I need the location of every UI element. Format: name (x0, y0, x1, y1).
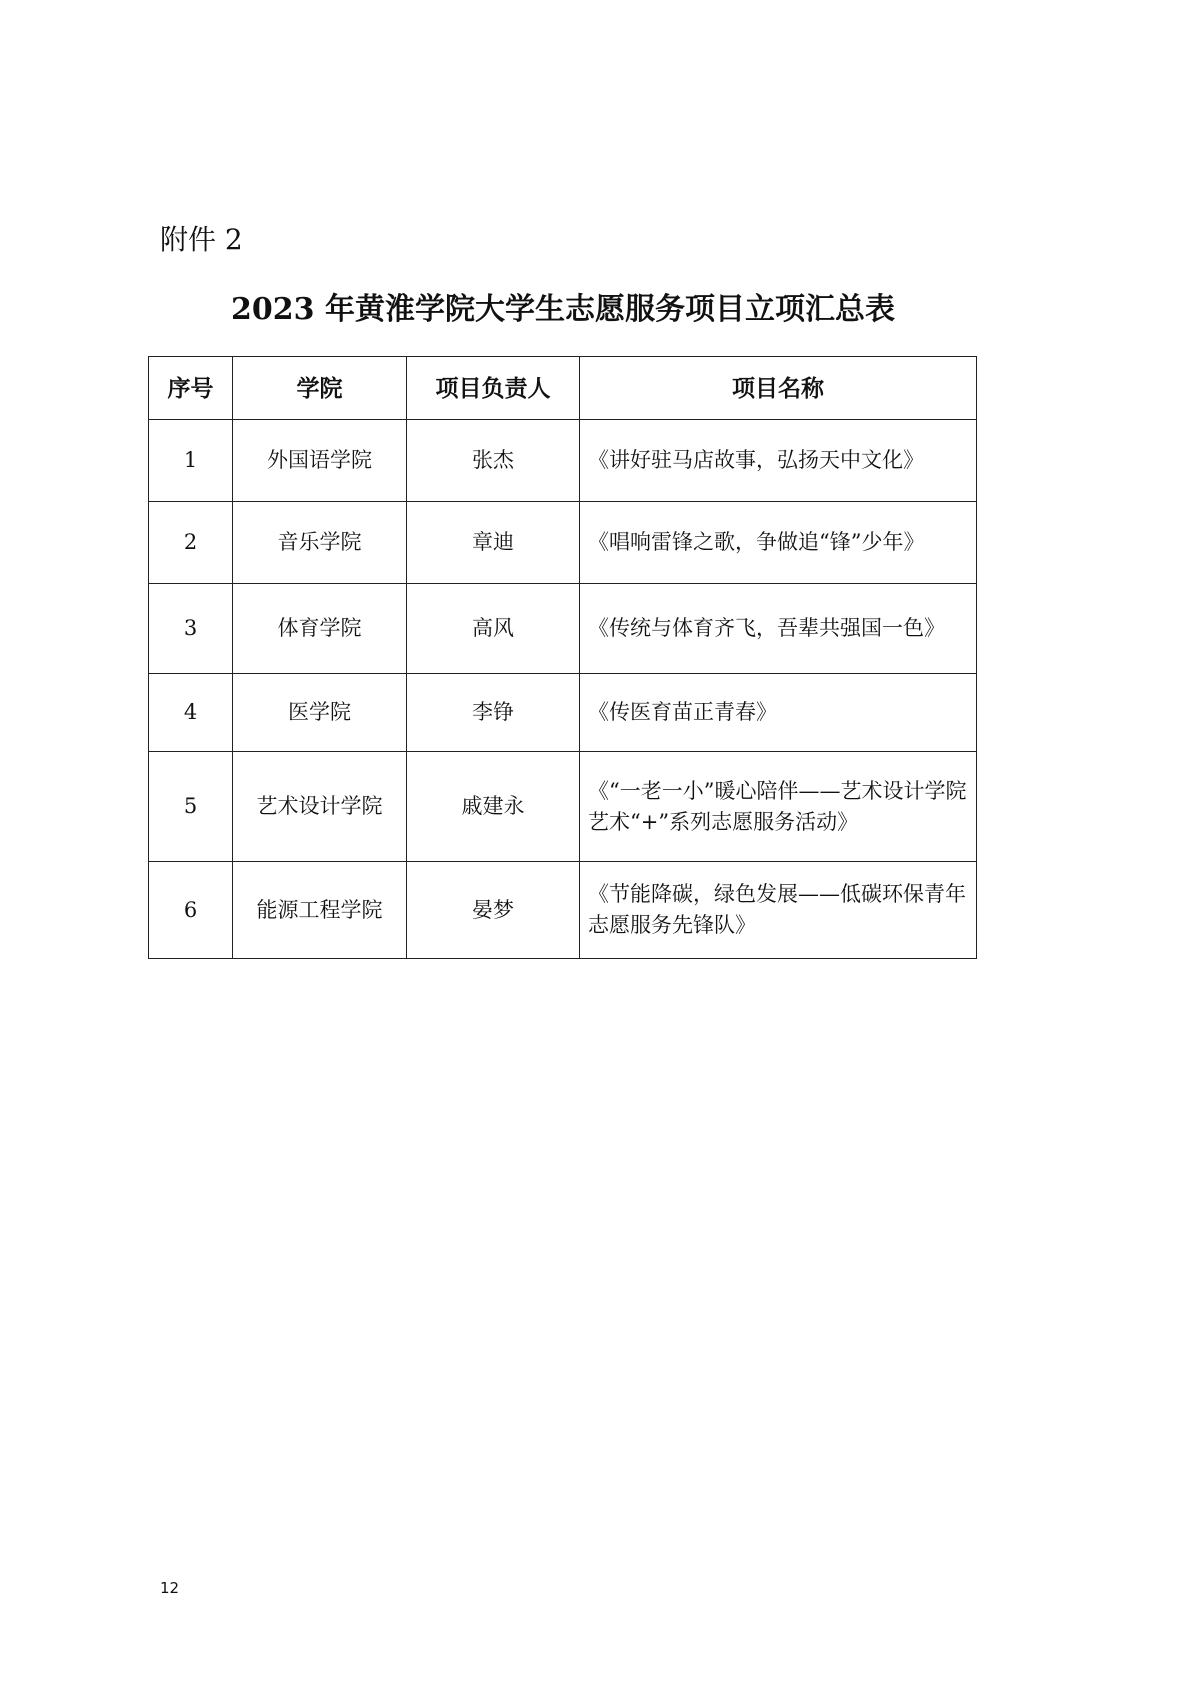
row-project: 《节能降碳，绿色发展——低碳环保青年志愿服务先锋队》 (580, 862, 977, 959)
page-number: 12 (160, 1579, 180, 1597)
row-college: 外国语学院 (233, 420, 407, 502)
row-college: 体育学院 (233, 584, 407, 674)
row-index: 6 (149, 862, 233, 959)
row-leader: 李铮 (407, 674, 580, 752)
table-row (149, 420, 977, 502)
document-title: 2023 年黄淮学院大学生志愿服务项目立项汇总表 (231, 292, 895, 327)
header-college: 学院 (233, 357, 407, 420)
header-project: 项目名称 (580, 357, 977, 420)
table-row (149, 752, 977, 862)
row-college: 医学院 (233, 674, 407, 752)
row-project: 《“一老一小”暖心陪伴——艺术设计学院艺术“+”系列志愿服务活动》 (580, 752, 977, 862)
row-leader: 高风 (407, 584, 580, 674)
row-project: 《传统与体育齐飞，吾辈共强国一色》 (580, 584, 977, 674)
row-index: 4 (149, 674, 233, 752)
row-index: 2 (149, 502, 233, 584)
row-leader: 张杰 (407, 420, 580, 502)
table-row (149, 584, 977, 674)
row-index: 1 (149, 420, 233, 502)
row-project: 《传医育苗正青春》 (580, 674, 977, 752)
row-project: 《讲好驻马店故事，弘扬天中文化》 (580, 420, 977, 502)
row-project: 《唱响雷锋之歌，争做追“锋”少年》 (580, 502, 977, 584)
row-index: 3 (149, 584, 233, 674)
table-row (149, 502, 977, 584)
header-leader: 项目负责人 (407, 357, 580, 420)
row-leader: 晏梦 (407, 862, 580, 959)
row-leader: 戚建永 (407, 752, 580, 862)
table-header-row (149, 357, 977, 420)
table-row (149, 862, 977, 959)
header-index: 序号 (149, 357, 233, 420)
row-college: 艺术设计学院 (233, 752, 407, 862)
attachment-label: 附件 2 (160, 223, 243, 256)
summary-table (148, 356, 977, 959)
table-row (149, 674, 977, 752)
row-leader: 章迪 (407, 502, 580, 584)
row-college: 能源工程学院 (233, 862, 407, 959)
row-index: 5 (149, 752, 233, 862)
row-college: 音乐学院 (233, 502, 407, 584)
